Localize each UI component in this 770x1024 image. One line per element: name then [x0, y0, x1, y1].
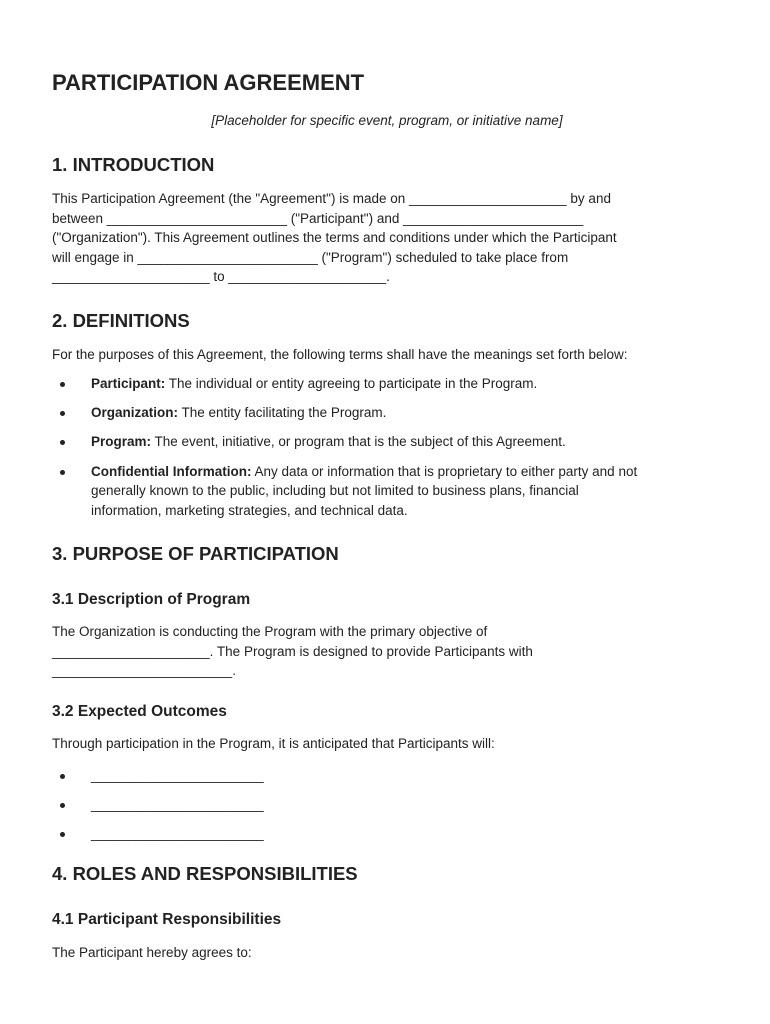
description-paragraph: [52, 622, 722, 681]
definition-text: information, marketing strategies, and technical data.: [91, 502, 408, 518]
subsection-heading-description: 3.1 Description of Program: [52, 591, 251, 608]
bullet-icon: [60, 440, 65, 445]
list-item: [52, 824, 722, 844]
subsection-heading-participant-responsibilities: 4.1 Participant Responsibilities: [52, 911, 282, 928]
definition-text: The individual or entity agreeing to participate in the Program.: [168, 376, 538, 391]
paragraph-line: between ________________________ ("Participant") and ________________________: [52, 210, 584, 226]
list-item: [52, 462, 722, 521]
definitions-intro: For the purposes of this Agreement, the following terms shall have the meanings set forth below:: [52, 347, 628, 362]
definition-term: Program:: [91, 434, 152, 450]
paragraph-line: _____________________ to _____________________.: [52, 269, 390, 285]
list-item: [52, 766, 722, 786]
outcome-blank: _______________________: [91, 768, 264, 783]
introduction-paragraph: [52, 189, 722, 287]
list-item: [52, 432, 722, 452]
bullet-icon: [60, 774, 65, 779]
list-item: [52, 795, 722, 815]
definitions-list: [52, 374, 722, 530]
section-heading-purpose: 3. PURPOSE OF PARTICIPATION: [52, 543, 339, 564]
outcomes-list: [52, 766, 722, 854]
paragraph-line: ("Organization"). This Agreement outlines the terms and conditions under which the Participant: [52, 230, 617, 246]
section-heading-roles: 4. ROLES AND RESPONSIBILITIES: [52, 863, 358, 884]
bullet-icon: [60, 470, 65, 475]
document-title: PARTICIPATION AGREEMENT: [52, 70, 365, 95]
subsection-heading-outcomes: 3.2 Expected Outcomes: [52, 703, 227, 720]
bullet-icon: [60, 382, 65, 387]
outcome-blank: _______________________: [91, 797, 264, 813]
section-heading-definitions: 2. DEFINITIONS: [52, 310, 190, 331]
definition-text: The entity facilitating the Program.: [181, 405, 387, 421]
definition-text: Any data or information that is proprietary to either party and not: [254, 463, 638, 479]
paragraph-line: This Participation Agreement (the "Agreement") is made on _____________________ by and: [52, 191, 611, 206]
definition-text: The event, initiative, or program that is the subject of this Agreement.: [154, 434, 566, 450]
definition-term: Confidential Information:: [91, 463, 252, 479]
definition-term: Participant:: [91, 376, 166, 391]
definition-text: generally known to the public, including but not limited to business plans, financial: [91, 483, 579, 499]
list-item: [52, 403, 722, 423]
bullet-icon: [60, 832, 65, 837]
paragraph-line: _____________________. The Program is designed to provide Participants with: [52, 643, 533, 659]
outcome-blank: _______________________: [91, 826, 264, 842]
bullet-icon: [60, 803, 65, 808]
bullet-icon: [60, 411, 65, 416]
definition-line: [91, 462, 722, 482]
outcomes-intro: Through participation in the Program, it is anticipated that Participants will:: [52, 736, 495, 751]
paragraph-line: will engage in ________________________ ("Program") scheduled to take place from: [52, 249, 569, 265]
definition-term: Organization:: [91, 405, 178, 421]
participant-responsibilities-intro: The Participant hereby agrees to:: [52, 945, 252, 960]
list-item: [52, 374, 722, 394]
document-subtitle: [Placeholder for specific event, program, or initiative name]: [211, 113, 563, 128]
paragraph-line: The Organization is conducting the Program with the primary objective of: [52, 624, 488, 639]
paragraph-line: ________________________.: [52, 663, 236, 679]
section-heading-introduction: 1. INTRODUCTION: [52, 154, 215, 175]
